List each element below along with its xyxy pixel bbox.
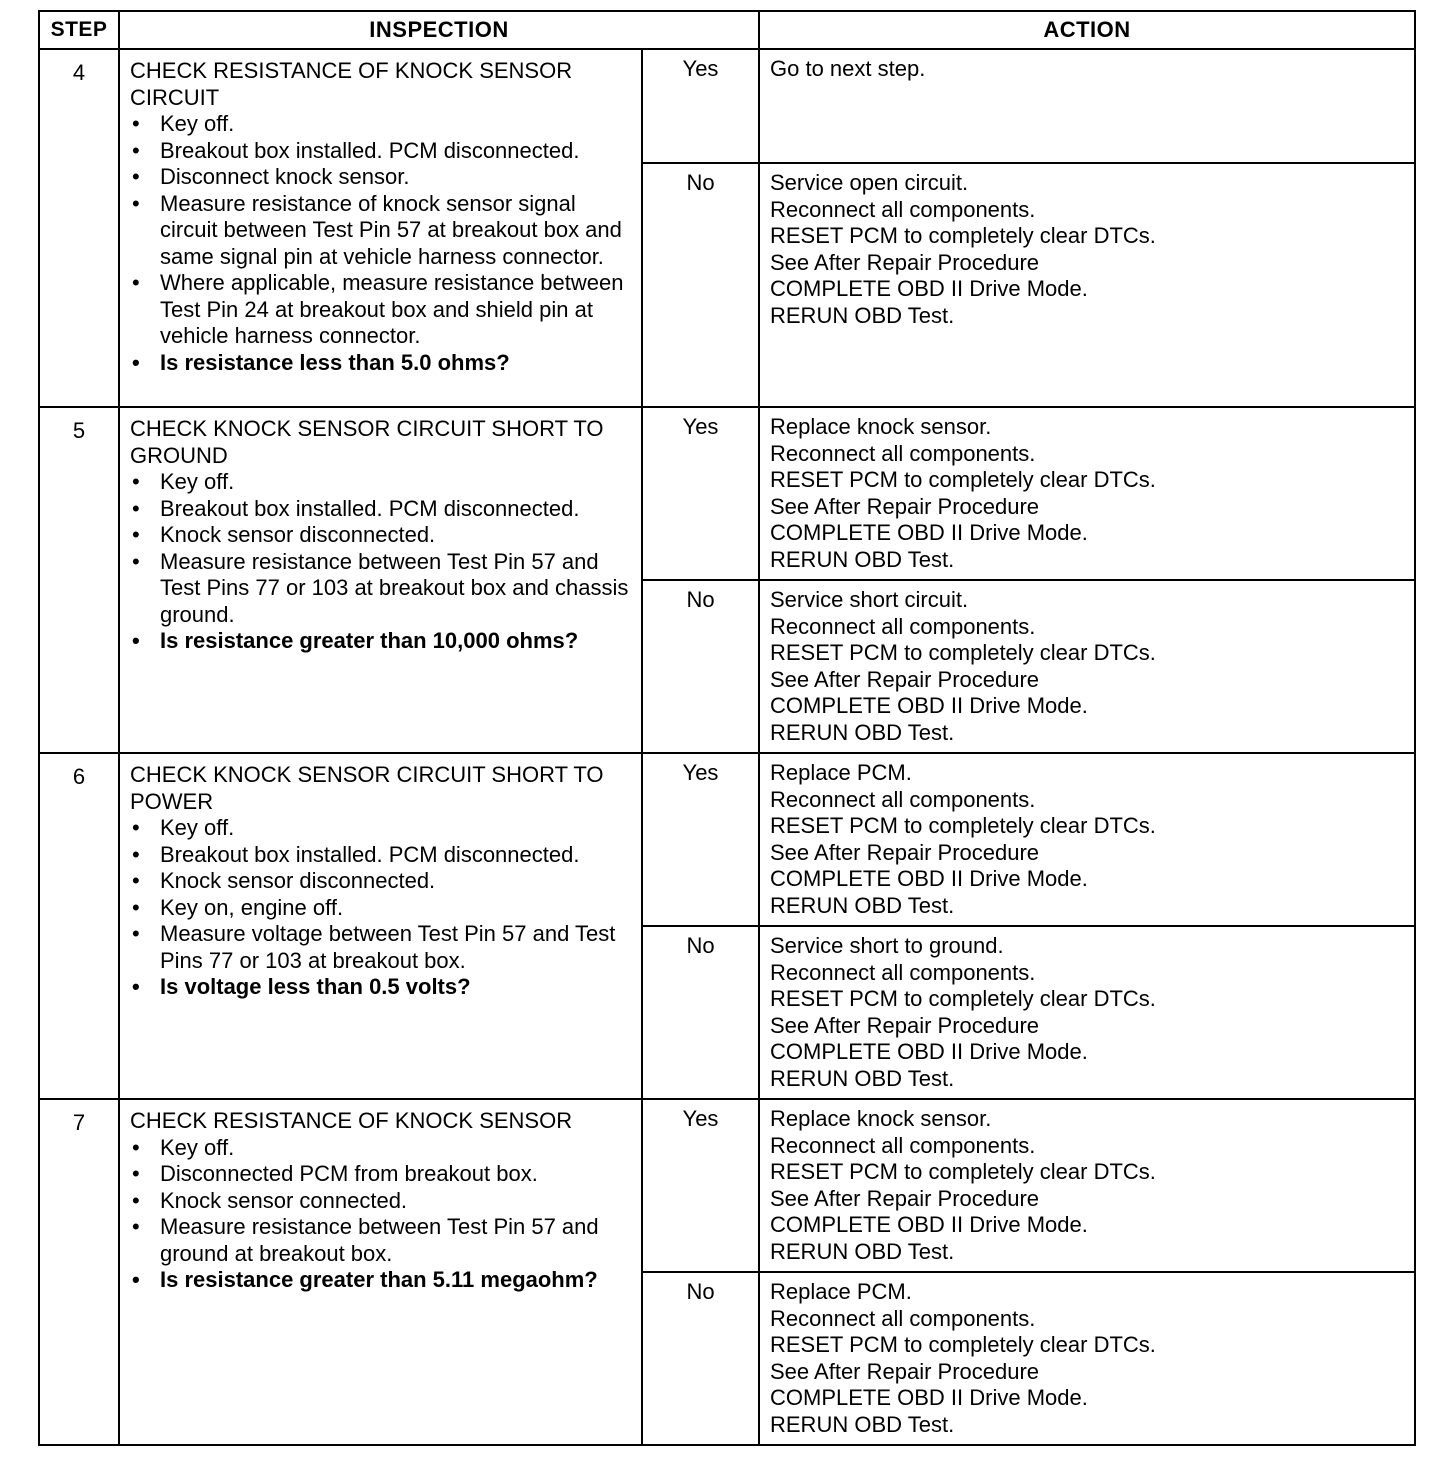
inspection-bullet: • Knock sensor connected. (130, 1188, 631, 1215)
action-line: COMPLETE OBD II Drive Mode. (770, 520, 1088, 545)
answer-no: No (642, 580, 759, 753)
inspection-bullet: • Disconnected PCM from breakout box. (130, 1161, 631, 1188)
inspection-question: • Is resistance less than 5.0 ohms? (130, 350, 631, 377)
action-line: See After Repair Procedure (770, 493, 1040, 519)
action-line: RERUN OBD Test. (770, 1238, 955, 1264)
step-row-yes (39, 49, 1415, 163)
inspection-bullet: • Breakout box installed. PCM disconnected. (130, 842, 631, 869)
inspection-question: • Is voltage less than 0.5 volts? (130, 974, 631, 1001)
inspection-bullet: • Key on, engine off. (130, 895, 631, 922)
answer-yes: Yes (642, 753, 759, 926)
action-line: Reconnect all components. (770, 1132, 1036, 1158)
inspection-bullet: • Knock sensor disconnected. (130, 522, 631, 549)
inspection-bullet: • Breakout box installed. PCM disconnected. (130, 496, 631, 523)
yes-action-cell (759, 753, 1415, 926)
inspection-bullet: • Where applicable, measure resistance between Test Pin 24 at breakout box and shield pin at vehicle harness connector. (130, 270, 631, 350)
header-action: ACTION (759, 11, 1415, 49)
inspection-bullet: • Measure resistance between Test Pin 57 and Test Pins 77 or 103 at breakout box and chassis ground. (130, 549, 631, 629)
step-number: 7 (39, 1099, 119, 1445)
inspection-bullet: • Breakout box installed. PCM disconnected. (130, 138, 631, 165)
action-line: RESET PCM to completely clear DTCs. (770, 223, 1156, 248)
header-step: STEP (39, 11, 119, 49)
answer-no: No (642, 163, 759, 407)
answer-yes: Yes (642, 407, 759, 580)
inspection-question: • Is resistance greater than 10,000 ohms? (130, 628, 631, 655)
no-action-cell (759, 580, 1415, 753)
action-line: Service short to ground. (770, 933, 1004, 958)
step-row-yes (39, 753, 1415, 926)
action-line: See After Repair Procedure (770, 1185, 1040, 1211)
answer-yes: Yes (642, 49, 759, 163)
action-line: RERUN OBD Test. (770, 546, 955, 572)
inspection-bullet: • Knock sensor disconnected. (130, 868, 631, 895)
action-line: COMPLETE OBD II Drive Mode. (770, 276, 1088, 301)
yes-action-cell (759, 1099, 1415, 1272)
inspection-bullets (130, 815, 631, 1001)
action-line: Reconnect all components. (770, 786, 1036, 812)
action-line: See After Repair Procedure (770, 1358, 1040, 1384)
inspection-cell (119, 1099, 642, 1445)
action-line: Replace PCM. (770, 1279, 912, 1304)
diagnostic-table (38, 10, 1416, 1446)
inspection-bullet: • Measure voltage between Test Pin 57 and Test Pins 77 or 103 at breakout box. (130, 921, 631, 974)
answer-no: No (642, 1272, 759, 1445)
action-line: Reconnect all components. (770, 196, 1036, 222)
action-line: RERUN OBD Test. (770, 1411, 955, 1437)
action-line: Service short circuit. (770, 587, 969, 612)
answer-no: No (642, 926, 759, 1099)
action-line: RERUN OBD Test. (770, 1065, 955, 1091)
inspection-title: CHECK RESISTANCE OF KNOCK SENSOR (130, 1108, 573, 1133)
inspection-question: • Is resistance greater than 5.11 megaohm? (130, 1267, 631, 1294)
yes-action-cell (759, 407, 1415, 580)
yes-action-cell (759, 49, 1415, 163)
inspection-bullets (130, 469, 631, 655)
action-line: Reconnect all components. (770, 959, 1036, 985)
step-number: 6 (39, 753, 119, 1099)
step-number: 5 (39, 407, 119, 753)
inspection-cell (119, 49, 642, 407)
action-line: COMPLETE OBD II Drive Mode. (770, 1212, 1088, 1237)
step-row-yes (39, 1099, 1415, 1272)
action-line: RERUN OBD Test. (770, 892, 955, 918)
inspection-bullets (130, 1135, 631, 1294)
inspection-bullets (130, 111, 631, 376)
action-line: See After Repair Procedure (770, 666, 1040, 692)
no-action-cell (759, 163, 1415, 407)
action-line: Go to next step. (770, 56, 926, 81)
inspection-bullet: • Key off. (130, 469, 631, 496)
action-line: RESET PCM to completely clear DTCs. (770, 986, 1156, 1011)
header-row (39, 11, 1415, 49)
inspection-title: CHECK KNOCK SENSOR CIRCUIT SHORT TO POWER (130, 762, 604, 814)
action-line: See After Repair Procedure (770, 839, 1040, 865)
header-inspection: INSPECTION (119, 11, 759, 49)
inspection-bullet: • Disconnect knock sensor. (130, 164, 631, 191)
inspection-bullet: • Key off. (130, 111, 631, 138)
action-line: Replace knock sensor. (770, 1106, 992, 1131)
inspection-cell (119, 753, 642, 1099)
inspection-title: CHECK KNOCK SENSOR CIRCUIT SHORT TO GROUND (130, 416, 604, 468)
action-line: RESET PCM to completely clear DTCs. (770, 640, 1156, 665)
inspection-cell (119, 407, 642, 753)
action-line: See After Repair Procedure (770, 249, 1040, 275)
action-line: COMPLETE OBD II Drive Mode. (770, 866, 1088, 891)
step-row-yes (39, 407, 1415, 580)
step-number: 4 (39, 49, 119, 407)
action-line: COMPLETE OBD II Drive Mode. (770, 1385, 1088, 1410)
action-line: See After Repair Procedure (770, 1012, 1040, 1038)
inspection-bullet: • Key off. (130, 815, 631, 842)
action-line: RESET PCM to completely clear DTCs. (770, 1332, 1156, 1357)
action-line: COMPLETE OBD II Drive Mode. (770, 693, 1088, 718)
action-line: Reconnect all components. (770, 613, 1036, 639)
no-action-cell (759, 926, 1415, 1099)
action-line: Service open circuit. (770, 170, 969, 195)
no-action-cell (759, 1272, 1415, 1445)
action-line: RERUN OBD Test. (770, 719, 955, 745)
action-line: Replace PCM. (770, 760, 912, 785)
inspection-bullet: • Measure resistance between Test Pin 57 and ground at breakout box. (130, 1214, 631, 1267)
action-line: RESET PCM to completely clear DTCs. (770, 813, 1156, 838)
answer-yes: Yes (642, 1099, 759, 1272)
action-line: COMPLETE OBD II Drive Mode. (770, 1039, 1088, 1064)
action-line: RESET PCM to completely clear DTCs. (770, 1159, 1156, 1184)
action-line: Reconnect all components. (770, 440, 1036, 466)
action-line: Replace knock sensor. (770, 414, 992, 439)
action-line: RERUN OBD Test. (770, 302, 955, 328)
inspection-bullet: • Key off. (130, 1135, 631, 1162)
inspection-title: CHECK RESISTANCE OF KNOCK SENSOR CIRCUIT (130, 58, 573, 110)
action-line: Reconnect all components. (770, 1305, 1036, 1331)
action-line: RESET PCM to completely clear DTCs. (770, 467, 1156, 492)
inspection-bullet: • Measure resistance of knock sensor signal circuit between Test Pin 57 at breakout box and same signal pin at vehicle harness connector. (130, 191, 631, 271)
